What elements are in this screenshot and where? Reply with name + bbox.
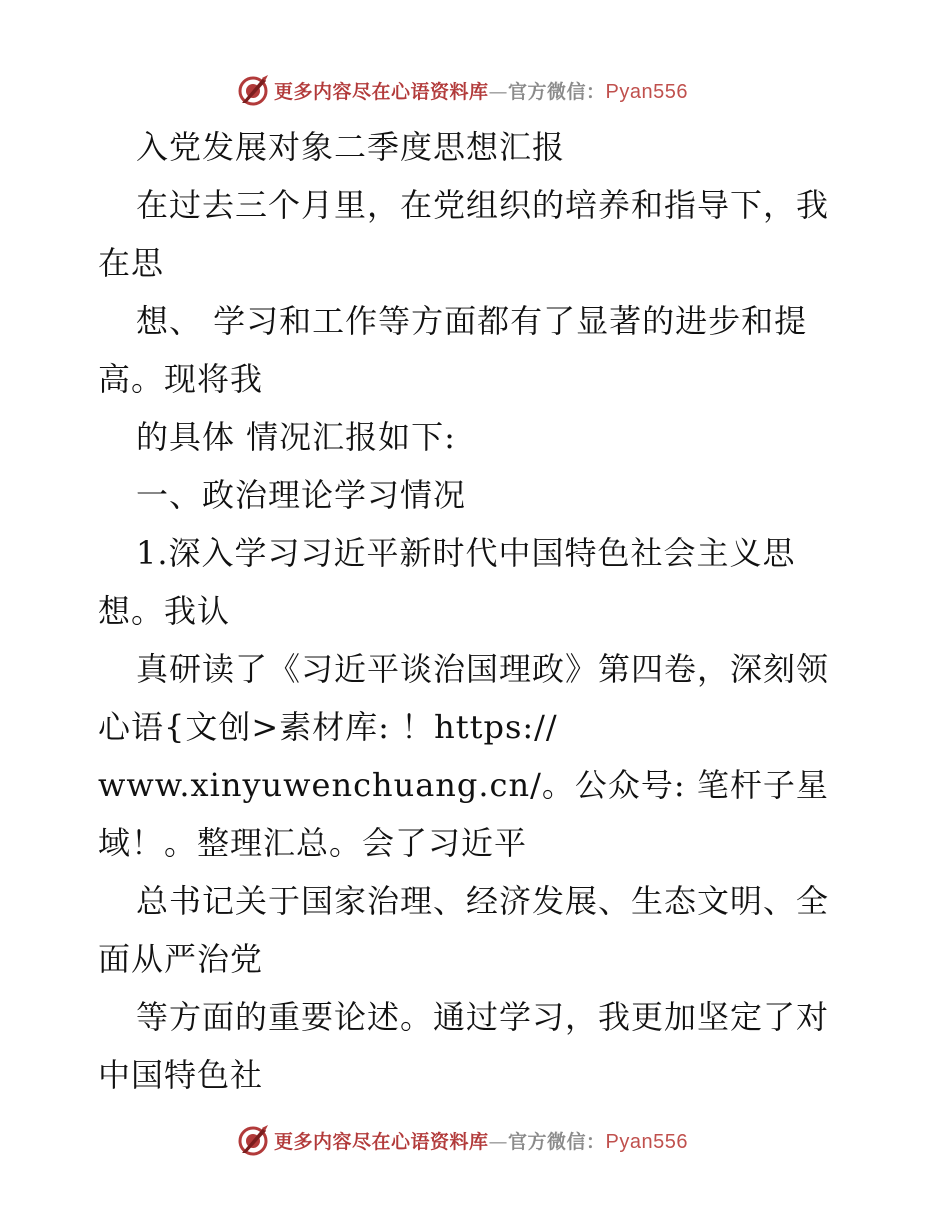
paragraph-line: 真研读了《习近平谈治国理政》第四卷，深刻领	[136, 650, 830, 688]
header-banner	[236, 72, 688, 108]
banner-wechat-id: Pyan556	[605, 80, 688, 103]
paragraph-line: 高。现将我	[98, 360, 264, 398]
quill-pen-seal-icon	[236, 73, 270, 107]
footer-banner	[236, 1122, 688, 1158]
banner-main-text: 更多内容尽在心语资料库	[274, 80, 489, 103]
banner-wechat-id: Pyan556	[605, 1130, 688, 1153]
paragraph-line: 1.深入学习习近平新时代中国特色社会主义思	[136, 534, 796, 572]
paragraph-line: 想、 学习和工作等方面都有了显著的进步和提	[136, 302, 808, 340]
paragraph-line: 想。我认	[98, 592, 231, 630]
banner-dash: —	[488, 80, 509, 103]
paragraph-line: 中国特色社	[98, 1056, 264, 1094]
paragraph-line: www.xinyuwenchuang.cn/。公众号: 笔杆子星	[98, 766, 829, 804]
banner-dash: —	[488, 1130, 509, 1153]
banner-main-text: 更多内容尽在心语资料库	[274, 1130, 489, 1153]
banner-label: 官方微信：	[508, 80, 606, 103]
paragraph-line: 面从严治党	[98, 940, 264, 978]
paragraph-line: 域！。整理汇总。会了习近平	[98, 824, 528, 862]
quill-pen-seal-icon	[236, 1123, 270, 1157]
paragraph-line: 在过去三个月里，在党组织的培养和指导下，我	[136, 186, 830, 224]
paragraph-line: 心语{文创>素材库: ！https://	[98, 708, 558, 746]
section-heading: 一、政治理论学习情况	[136, 476, 467, 514]
paragraph-line: 在思	[98, 244, 165, 282]
paragraph-line: 总书记关于国家治理、经济发展、生态文明、全	[136, 882, 830, 920]
paragraph-line: 等方面的重要论述。通过学习，我更加坚定了对	[136, 998, 830, 1036]
banner-label: 官方微信：	[508, 1130, 606, 1153]
document-title: 入党发展对象二季度思想汇报	[136, 128, 566, 166]
paragraph-line: 的具体 情况汇报如下:	[136, 418, 456, 456]
